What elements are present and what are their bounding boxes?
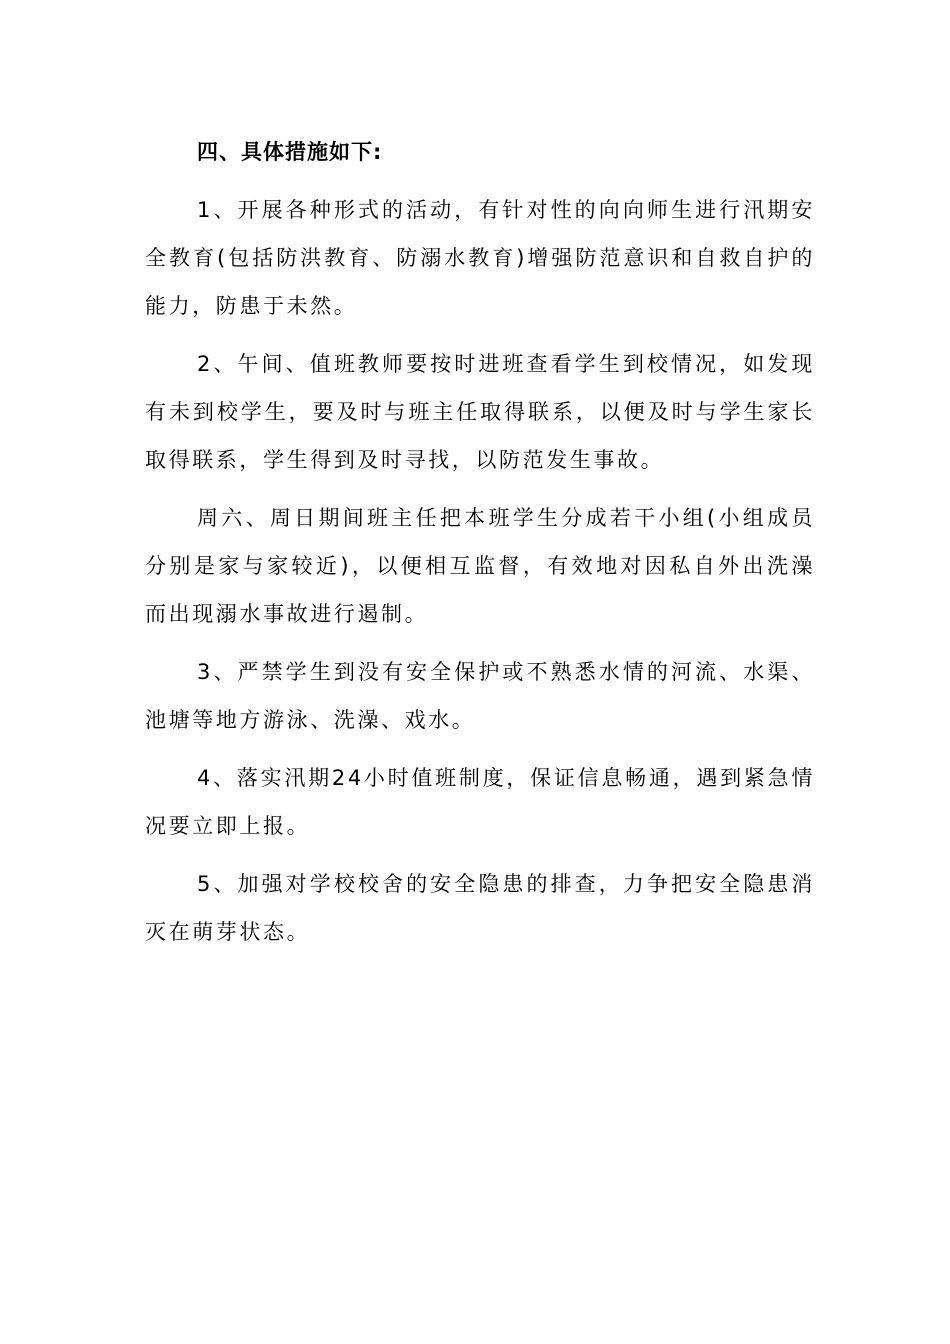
paragraph-measure-4: 4、落实汛期24小时值班制度，保证信息畅通，遇到紧急情况要立即上报。 (145, 766, 815, 838)
paragraph-measure-3: 3、严禁学生到没有安全保护或不熟悉水情的河流、水渠、池塘等地方游泳、洗澡、戏水。 (145, 660, 815, 732)
section-heading: 四、具体措施如下: (197, 140, 383, 164)
paragraph-measure-1: 1、开展各种形式的活动，有针对性的向向师生进行汛期安全教育(包括防洪教育、防溺水教育)增强防范意识和自救自护的能力，防患于未然。 (145, 198, 815, 318)
paragraph-weekend: 周六、周日期间班主任把本班学生分成若干小组(小组成员分别是家与家较近)，以便相互监督，有效地对因私自外出洗澡而出现溺水事故进行遏制。 (145, 506, 815, 626)
document-body (145, 128, 815, 966)
paragraph-measure-2: 2、午间、值班教师要按时进班查看学生到校情况，如发现有未到校学生，要及时与班主任取得联系，以便及时与学生家长取得联系，学生得到及时寻找，以防范发生事故。 (145, 352, 815, 472)
paragraph-measure-5: 5、加强对学校校舍的安全隐患的排查，力争把安全隐患消灭在萌芽状态。 (145, 872, 815, 944)
